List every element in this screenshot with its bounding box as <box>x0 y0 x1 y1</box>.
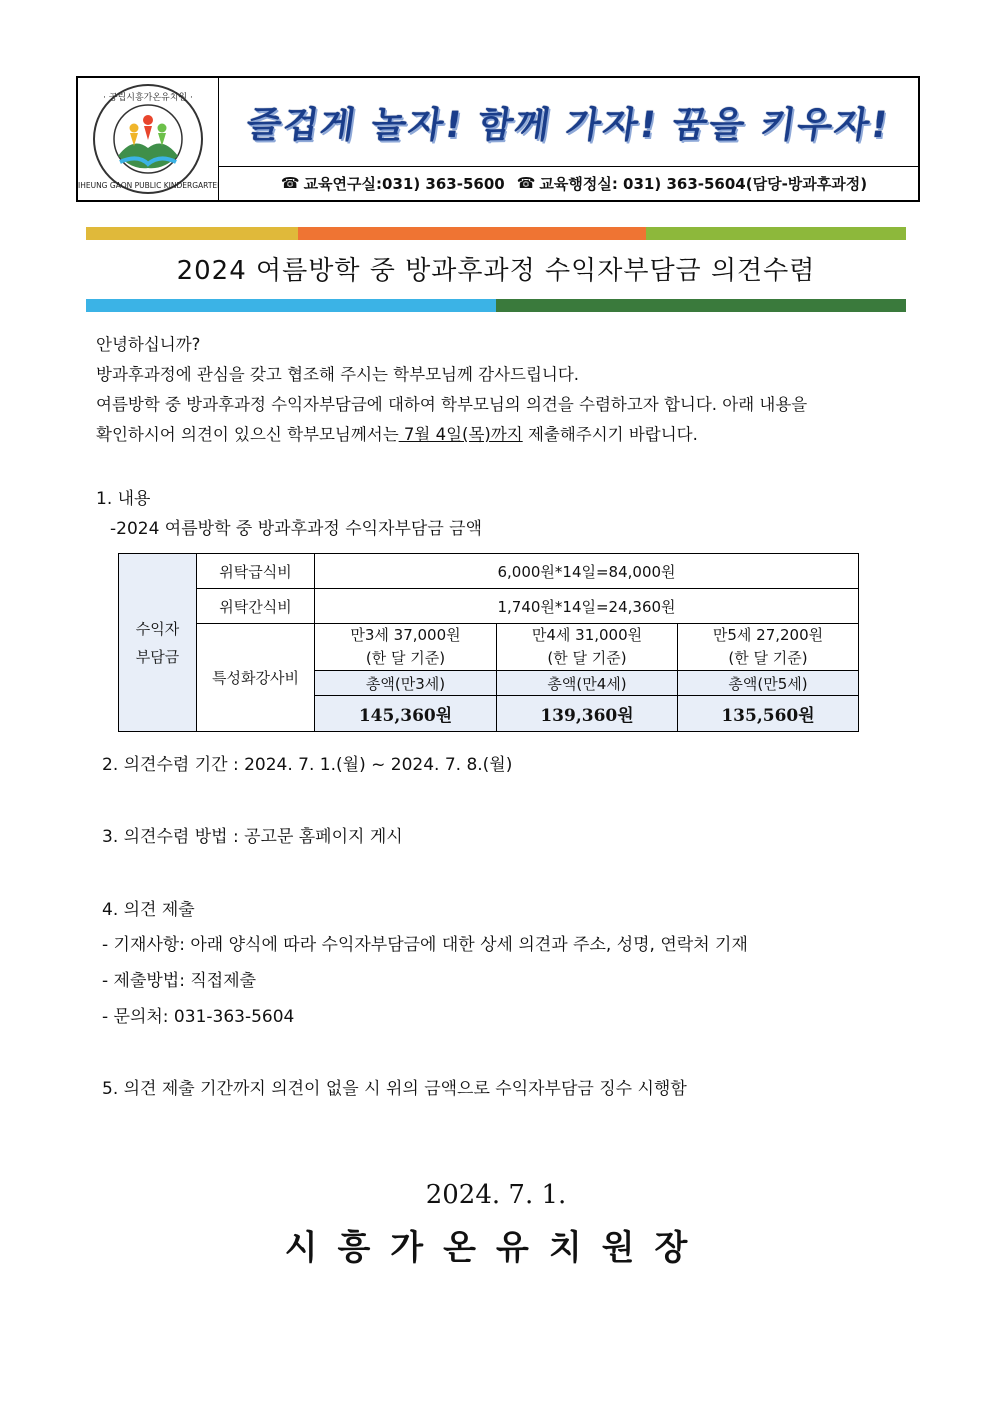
phone-icon: ☎ <box>516 174 536 192</box>
contact-line <box>218 166 918 200</box>
svg-text:SIHEUNG GAON PUBLIC KINDERGART: SIHEUNG GAON PUBLIC KINDERGARTEN <box>78 181 218 190</box>
section-5: 5. 의견 제출 기간까지 의견이 없을 시 위의 금액으로 수익자부담금 징수 시행함 <box>102 1079 687 1099</box>
bottom-bar-cyan <box>86 299 496 312</box>
page-title: 2024 여름방학 중 방과후과정 수익자부담금 의견수렴 <box>176 256 816 286</box>
intro-line-4 <box>96 420 807 450</box>
phone-admin: 교육행정실: 031) 363-5604(담당-방과후과정) <box>539 174 868 193</box>
logo-cell <box>78 78 219 200</box>
phone-icon: ☎ <box>280 174 300 192</box>
section-4-item-1: - 기재사항: 아래 양식에 따라 수익자부담금에 대한 상세 의견과 주소, 성명, 연락처 기재 <box>102 935 748 955</box>
fee-amount: 만3세 37,000원 <box>350 626 461 644</box>
kindergarten-logo <box>78 78 218 200</box>
total-label: 총액(만5세) <box>678 671 859 696</box>
row-value: 1,740원*14일=24,360원 <box>315 589 859 624</box>
fee-basis: (한 달 기준) <box>365 649 446 667</box>
svg-text:· 공립시흥가온유치원 ·: · 공립시흥가온유치원 · <box>103 93 193 103</box>
row-label: 위탁간식비 <box>197 589 315 624</box>
top-bar-yellow <box>86 227 298 240</box>
total-value: 145,360원 <box>315 696 497 732</box>
fee-basis: (한 달 기준) <box>728 649 808 667</box>
top-bar-orange <box>298 227 646 240</box>
group-label-cell <box>119 554 197 732</box>
section-4-item-2: - 제출방법: 직접제출 <box>102 971 257 991</box>
intro-line-4a: 확인하시어 의견이 있으신 학부모님께서는 <box>96 425 399 444</box>
total-value: 135,560원 <box>678 696 859 732</box>
issue-date: 2024. 7. 1. <box>425 1180 567 1210</box>
intro-paragraph <box>96 330 807 450</box>
intro-line-2: 방과후과정에 관심을 갖고 협조해 주시는 학부모님께 감사드립니다. <box>96 365 580 384</box>
bottom-bar-darkgreen <box>496 299 906 312</box>
group-label: 수익자 부담금 <box>135 619 180 666</box>
fee-amount: 만4세 31,000원 <box>531 626 643 644</box>
row-label: 위탁급식비 <box>197 554 315 589</box>
phone-research: 교육연구실:031) 363-5600 <box>303 174 505 193</box>
fee-cell <box>315 624 497 671</box>
top-bar-green <box>646 227 906 240</box>
header-box <box>76 76 920 202</box>
fee-cell <box>497 624 678 671</box>
section-2: 2. 의견수렴 기간 : 2024. 7. 1.(월) ~ 2024. 7. 8.(월) <box>102 755 513 775</box>
section-1-sub: -2024 여름방학 중 방과후과정 수익자부담금 금액 <box>110 519 483 539</box>
row-label: 특성화강사비 <box>197 624 315 732</box>
intro-line-1: 안녕하십니까? <box>96 335 201 354</box>
slogan-cell <box>218 78 918 167</box>
deadline: 7월 4일(목)까지 <box>398 425 523 444</box>
total-value: 139,360원 <box>497 696 678 732</box>
section-4-item-3: - 문의처: 031-363-5604 <box>102 1007 295 1027</box>
total-label: 총액(만3세) <box>315 671 497 696</box>
total-label: 총액(만4세) <box>497 671 678 696</box>
fee-amount: 만5세 27,200원 <box>712 626 824 644</box>
intro-line-4c: 제출해주시기 바랍니다. <box>522 425 698 444</box>
signer: 시흥가온유치원장 <box>284 1228 708 1268</box>
section-3: 3. 의견수렴 방법 : 공고문 홈페이지 게시 <box>102 827 403 847</box>
fee-cell <box>678 624 859 671</box>
section-1-heading: 1. 내용 <box>96 489 151 509</box>
slogan: 즐겁게 놀자! 함께 가자! 꿈을 키우자! <box>243 104 892 146</box>
fee-table <box>118 553 859 732</box>
intro-line-3: 여름방학 중 방과후과정 수익자부담금에 대하여 학부모님의 의견을 수렴하고자 합니다. 아래 내용을 <box>96 395 808 414</box>
fee-basis: (한 달 기준) <box>547 649 627 667</box>
section-4-heading: 4. 의견 제출 <box>102 900 195 920</box>
row-value: 6,000원*14일=84,000원 <box>315 554 859 589</box>
